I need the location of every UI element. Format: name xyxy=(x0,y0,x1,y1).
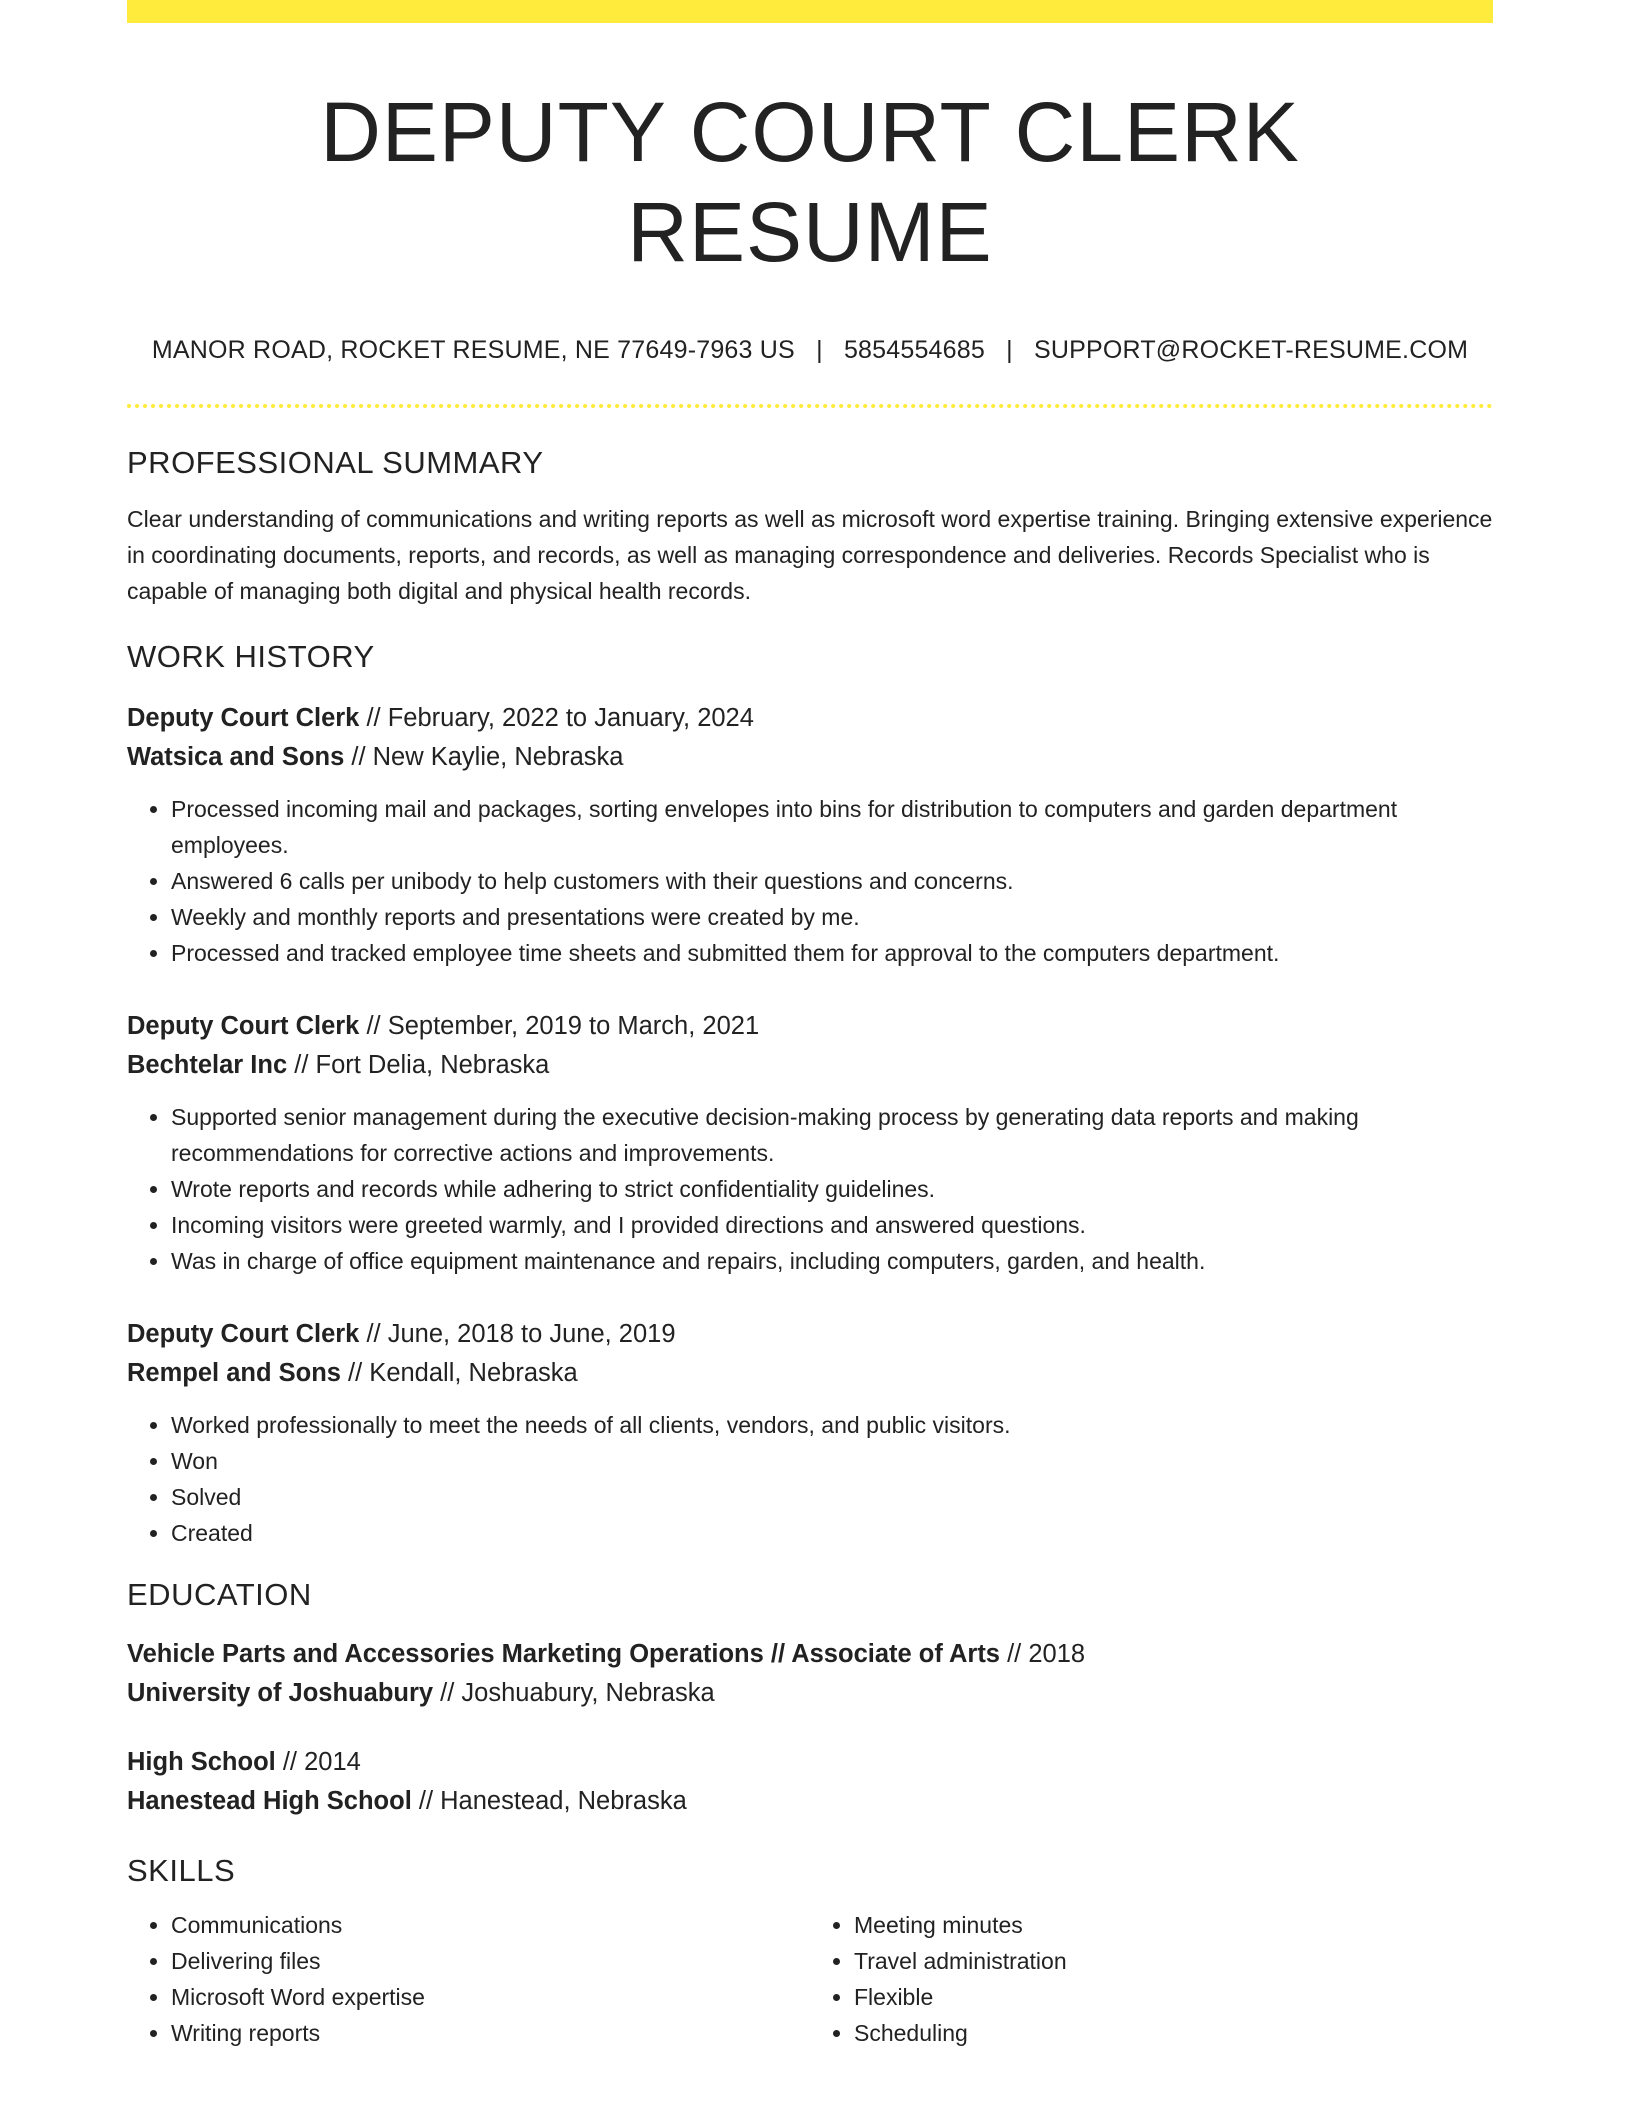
job-entry xyxy=(127,699,1493,971)
job-title: Deputy Court Clerk xyxy=(127,1320,360,1348)
contact-address: MANOR ROAD, ROCKET RESUME, NE 77649-7963 US xyxy=(151,336,795,364)
job-company: Watsica and Sons xyxy=(127,743,345,771)
list-item: • Meeting minutes xyxy=(854,1907,1493,1943)
list-item: • Solved xyxy=(171,1479,1493,1515)
summary-heading: PROFESSIONAL SUMMARY xyxy=(127,445,544,480)
list-item: • Created xyxy=(171,1515,1493,1551)
job-dates: // February, 2022 to January, 2024 xyxy=(359,704,754,732)
job-bullets xyxy=(127,791,1493,971)
job-entry xyxy=(127,1315,1493,1551)
list-item: • Microsoft Word expertise xyxy=(171,1979,810,2015)
list-item: • Won xyxy=(171,1443,1493,1479)
contact-email: SUPPORT@ROCKET-RESUME.COM xyxy=(1034,336,1469,364)
list-item: • Delivering files xyxy=(171,1943,810,1979)
job-title: Deputy Court Clerk xyxy=(127,1012,360,1040)
job-company-line xyxy=(127,1046,1493,1085)
job-dates: // June, 2018 to June, 2019 xyxy=(359,1320,676,1348)
education-school: University of Joshuabury xyxy=(127,1679,434,1707)
work-history-section xyxy=(127,637,1493,1551)
job-location: // Kendall, Nebraska xyxy=(340,1359,578,1387)
education-section xyxy=(127,1575,1493,1821)
list-item: • Travel administration xyxy=(854,1943,1493,1979)
list-item: • Incoming visitors were greeted warmly, and I provided directions and answered questions. xyxy=(171,1207,1493,1243)
list-item: • Communications xyxy=(171,1907,810,1943)
education-school-line xyxy=(127,1674,1493,1713)
education-degree-line xyxy=(127,1635,1493,1674)
skills-heading: SKILLS xyxy=(127,1853,236,1888)
summary-text: Clear understanding of communications and writing reports as well as microsoft word expertise training. Bringing extensive experience in coordinating documents, reports, and records, as well as managing correspondence and deliveries. Records Specialist who is capable of managing both digital and physical health records. xyxy=(127,506,1493,604)
job-location: // Fort Delia, Nebraska xyxy=(287,1051,550,1079)
job-company: Rempel and Sons xyxy=(127,1359,341,1387)
education-heading: EDUCATION xyxy=(127,1577,312,1612)
list-item: • Supported senior management during the executive decision-making process by generating data reports and making recommendations for corrective actions and improvements. xyxy=(171,1099,1493,1171)
job-dates: // September, 2019 to March, 2021 xyxy=(359,1012,760,1040)
work-history-heading: WORK HISTORY xyxy=(127,639,375,674)
contact-separator: | xyxy=(1006,336,1013,364)
list-item: • Worked professionally to meet the needs of all clients, vendors, and public visitors. xyxy=(171,1407,1493,1443)
skills-list-left xyxy=(127,1907,810,2051)
list-item: • Processed incoming mail and packages, sorting envelopes into bins for distribution to computers and garden department employees. xyxy=(171,791,1493,863)
skills-list-right xyxy=(810,1907,1493,2051)
education-entry xyxy=(127,1635,1493,1713)
education-school-line xyxy=(127,1782,1493,1821)
education-degree-line xyxy=(127,1743,1493,1782)
list-item: • Was in charge of office equipment maintenance and repairs, including computers, garden, and health. xyxy=(171,1243,1493,1279)
education-degree: Vehicle Parts and Accessories Marketing Operations // Associate of Arts xyxy=(127,1640,1000,1668)
list-item: • Weekly and monthly reports and presentations were created by me. xyxy=(171,899,1493,935)
list-item: • Flexible xyxy=(854,1979,1493,2015)
job-title: Deputy Court Clerk xyxy=(127,704,360,732)
education-degree: High School xyxy=(127,1748,276,1776)
education-entry xyxy=(127,1743,1493,1821)
resume-content xyxy=(127,0,1493,2051)
job-company-line xyxy=(127,1354,1493,1393)
list-item: • Processed and tracked employee time sheets and submitted them for approval to the computers department. xyxy=(171,935,1493,971)
education-school: Hanestead High School xyxy=(127,1787,412,1815)
contact-phone: 5854554685 xyxy=(843,336,985,364)
skills-section xyxy=(127,1851,1493,2051)
job-title-line xyxy=(127,1007,1493,1046)
education-year: // 2014 xyxy=(275,1748,361,1776)
job-bullets xyxy=(127,1407,1493,1551)
list-item: • Writing reports xyxy=(171,2015,810,2051)
job-bullets xyxy=(127,1099,1493,1279)
contact-line xyxy=(127,332,1493,368)
contact-separator: | xyxy=(816,336,823,364)
education-location: // Joshuabury, Nebraska xyxy=(433,1679,715,1707)
job-title-line xyxy=(127,699,1493,738)
education-year: // 2018 xyxy=(1000,1640,1086,1668)
job-title-line xyxy=(127,1315,1493,1354)
list-item: • Scheduling xyxy=(854,2015,1493,2051)
dotted-divider xyxy=(127,404,1493,408)
resume-title: DEPUTY COURT CLERK RESUME xyxy=(320,85,1300,279)
job-entry xyxy=(127,1007,1493,1279)
education-location: // Hanestead, Nebraska xyxy=(411,1787,687,1815)
skills-columns xyxy=(127,1907,1493,2051)
job-company-line xyxy=(127,738,1493,777)
list-item: • Answered 6 calls per unibody to help customers with their questions and concerns. xyxy=(171,863,1493,899)
job-company: Bechtelar Inc xyxy=(127,1051,288,1079)
job-location: // New Kaylie, Nebraska xyxy=(344,743,624,771)
summary-section xyxy=(127,443,1493,609)
list-item: • Wrote reports and records while adhering to strict confidentiality guidelines. xyxy=(171,1171,1493,1207)
